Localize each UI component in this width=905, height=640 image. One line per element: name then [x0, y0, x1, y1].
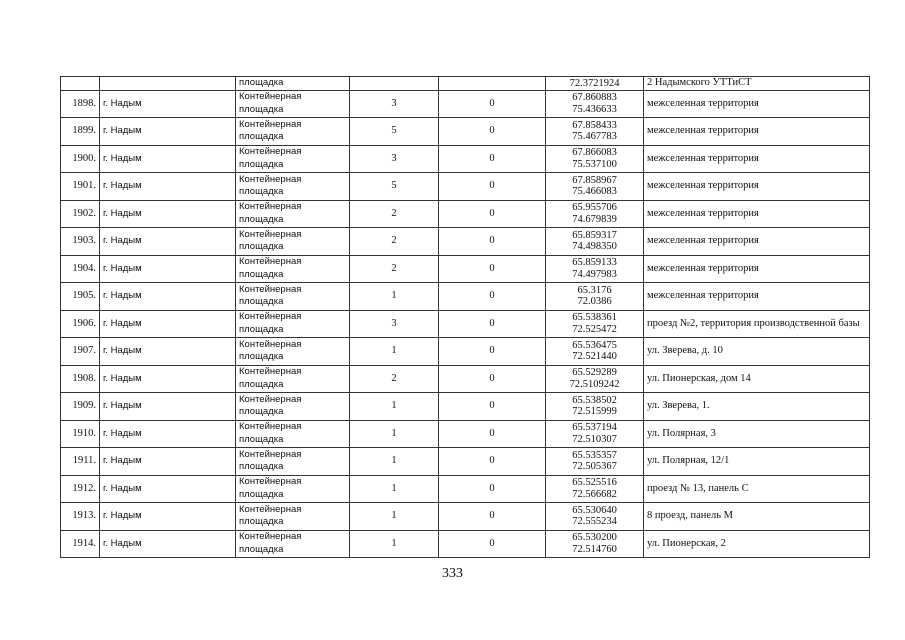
- coordinates-cell-line: 75.436633: [572, 103, 617, 115]
- table-row: [61, 255, 870, 283]
- coordinates-cell: [546, 393, 644, 421]
- page-number: 333: [442, 566, 463, 581]
- object-type-cell: [236, 448, 350, 476]
- coordinates-cell-line: 65.538502: [572, 394, 617, 406]
- object-type-cell: [236, 475, 350, 503]
- coordinates-cell: [546, 90, 644, 118]
- table-row: [61, 145, 870, 173]
- object-type-cell-line: площадка: [239, 186, 284, 198]
- object-type-cell-line: площадка: [239, 268, 284, 280]
- volume-cell: 0: [439, 503, 546, 531]
- coordinates-cell-line: 65.537194: [572, 422, 617, 434]
- container-count-cell: 1: [350, 503, 439, 531]
- coordinates-cell: [546, 530, 644, 558]
- coordinates-cell-line: 67.858433: [572, 119, 617, 131]
- container-count-cell: 2: [350, 365, 439, 393]
- volume-cell: 0: [439, 228, 546, 256]
- coordinates-cell: [546, 173, 644, 201]
- row-number: 1901.: [61, 173, 100, 201]
- container-count-cell: 2: [350, 255, 439, 283]
- row-number: 1898.: [61, 90, 100, 118]
- settlement-cell: г. Надым: [100, 283, 236, 311]
- object-type-cell-line: площадка: [239, 461, 284, 473]
- address-cell: ул. Зверева, 1.: [644, 393, 870, 421]
- settlement-cell: г. Надым: [100, 503, 236, 531]
- object-type-cell-line: площадка: [239, 351, 284, 363]
- object-type-cell: [236, 255, 350, 283]
- container-count-cell: 2: [350, 228, 439, 256]
- address-cell: ул. Полярная, 12/1: [644, 448, 870, 476]
- container-count-cell: 1: [350, 448, 439, 476]
- row-number: 1904.: [61, 255, 100, 283]
- coordinates-cell-line: 65.859317: [572, 229, 617, 241]
- volume-cell: 0: [439, 255, 546, 283]
- coordinates-cell: [546, 475, 644, 503]
- volume-cell: 0: [439, 145, 546, 173]
- coordinates-cell: [546, 145, 644, 173]
- coordinates-cell: [546, 503, 644, 531]
- volume-cell: [439, 77, 546, 91]
- settlement-cell: г. Надым: [100, 448, 236, 476]
- address-cell: межселенная территория: [644, 118, 870, 146]
- registry-table: [60, 76, 870, 558]
- container-count-cell: 1: [350, 393, 439, 421]
- object-type-cell-line: площадка: [239, 406, 284, 418]
- settlement-cell: г. Надым: [100, 90, 236, 118]
- coordinates-cell: [546, 448, 644, 476]
- table-row: [61, 475, 870, 503]
- container-count-cell: 1: [350, 283, 439, 311]
- table-row: [61, 393, 870, 421]
- object-type-cell: [236, 173, 350, 201]
- row-number: 1912.: [61, 475, 100, 503]
- object-type-cell-line: площадка: [239, 433, 284, 445]
- row-number: 1907.: [61, 338, 100, 366]
- address-cell: межселенная территория: [644, 173, 870, 201]
- address-cell: межселенная территория: [644, 283, 870, 311]
- coordinates-cell-line: 72.5109242: [569, 378, 620, 390]
- coordinates-cell: [546, 255, 644, 283]
- object-type-cell-line: Контейнерная: [239, 311, 302, 323]
- coordinates-cell: [546, 228, 644, 256]
- address-cell: межселенная территория: [644, 255, 870, 283]
- coordinates-cell-line: 72.514760: [572, 543, 617, 555]
- address-cell: ул. Зверева, д. 10: [644, 338, 870, 366]
- coordinates-cell-line: 67.860883: [572, 92, 617, 104]
- volume-cell: 0: [439, 310, 546, 338]
- coordinates-cell: [546, 365, 644, 393]
- coordinates-cell-line: 65.530200: [572, 532, 617, 544]
- coordinates-cell-line: 75.466083: [572, 186, 617, 198]
- address-cell: межселенная территория: [644, 228, 870, 256]
- coordinates-cell-line: 65.535357: [572, 449, 617, 461]
- table-row: [61, 283, 870, 311]
- coordinates-cell-line: 67.866083: [572, 147, 617, 159]
- coordinates-cell-line: 72.566682: [572, 488, 617, 500]
- coordinates-cell-line: 74.679839: [572, 213, 617, 225]
- volume-cell: 0: [439, 365, 546, 393]
- volume-cell: 0: [439, 173, 546, 201]
- row-number: 1903.: [61, 228, 100, 256]
- settlement-cell: г. Надым: [100, 118, 236, 146]
- table-row: [61, 118, 870, 146]
- coordinates-cell-line: 72.515999: [572, 406, 617, 418]
- coordinates-cell-line: 72.521440: [572, 351, 617, 363]
- settlement-cell: г. Надым: [100, 228, 236, 256]
- object-type-cell-line: Контейнерная: [239, 448, 302, 460]
- address-cell: проезд № 13, панель С: [644, 475, 870, 503]
- coordinates-cell-line: 65.538361: [572, 312, 617, 324]
- row-number: 1902.: [61, 200, 100, 228]
- row-number: 1909.: [61, 393, 100, 421]
- volume-cell: 0: [439, 338, 546, 366]
- coordinates-cell: [546, 420, 644, 448]
- volume-cell: 0: [439, 420, 546, 448]
- object-type-cell: [236, 77, 350, 91]
- object-type-cell-line: площадка: [239, 296, 284, 308]
- volume-cell: 0: [439, 475, 546, 503]
- coordinates-cell-line: 74.498350: [572, 241, 617, 253]
- row-number: 1911.: [61, 448, 100, 476]
- coordinates-cell-line: 75.537100: [572, 158, 617, 170]
- object-type-cell-line: Контейнерная: [239, 173, 302, 185]
- table-row: [61, 338, 870, 366]
- settlement-cell: г. Надым: [100, 200, 236, 228]
- coordinates-cell-line: 65.525516: [572, 477, 617, 489]
- object-type-cell-line: Контейнерная: [239, 421, 302, 433]
- table-row: [61, 310, 870, 338]
- address-cell: межселенная территория: [644, 200, 870, 228]
- settlement-cell: г. Надым: [100, 173, 236, 201]
- object-type-cell-line: площадка: [239, 131, 284, 143]
- table-body: [61, 77, 870, 558]
- object-type-cell-line: Контейнерная: [239, 476, 302, 488]
- container-count-cell: [350, 77, 439, 91]
- coordinates-cell: [546, 77, 644, 91]
- coordinates-cell-line: 72.510307: [572, 433, 617, 445]
- coordinates-cell: [546, 310, 644, 338]
- table-row: [61, 448, 870, 476]
- object-type-cell-line: площадка: [239, 241, 284, 253]
- coordinates-cell-line: 65.536475: [572, 339, 617, 351]
- object-type-cell: [236, 365, 350, 393]
- object-type-cell-line: площадка: [239, 516, 284, 528]
- row-number: 1899.: [61, 118, 100, 146]
- table-row: [61, 77, 870, 91]
- object-type-cell-line: Контейнерная: [239, 283, 302, 295]
- container-count-cell: 1: [350, 338, 439, 366]
- volume-cell: 0: [439, 200, 546, 228]
- coordinates-cell-line: 65.529289: [572, 367, 617, 379]
- coordinates-cell-line: 72.3721924: [569, 77, 620, 89]
- container-count-cell: 5: [350, 118, 439, 146]
- container-count-cell: 1: [350, 530, 439, 558]
- table-row: [61, 503, 870, 531]
- coordinates-cell-line: 72.525472: [572, 323, 617, 335]
- table-row: [61, 365, 870, 393]
- container-count-cell: 3: [350, 90, 439, 118]
- row-number: 1913.: [61, 503, 100, 531]
- settlement-cell: г. Надым: [100, 365, 236, 393]
- object-type-cell: [236, 145, 350, 173]
- coordinates-cell-line: 75.467783: [572, 131, 617, 143]
- row-number: [61, 77, 100, 91]
- coordinates-cell: [546, 338, 644, 366]
- object-type-cell: [236, 118, 350, 146]
- table-row: [61, 173, 870, 201]
- object-type-cell-line: Контейнерная: [239, 146, 302, 158]
- settlement-cell: г. Надым: [100, 255, 236, 283]
- container-count-cell: 1: [350, 475, 439, 503]
- coordinates-cell-line: 65.859133: [572, 257, 617, 269]
- object-type-cell-line: Контейнерная: [239, 366, 302, 378]
- object-type-cell-line: площадка: [239, 103, 284, 115]
- object-type-cell-line: Контейнерная: [239, 531, 302, 543]
- container-count-cell: 3: [350, 310, 439, 338]
- address-cell: ул. Пионерская, 2: [644, 530, 870, 558]
- settlement-cell: г. Надым: [100, 145, 236, 173]
- container-count-cell: 2: [350, 200, 439, 228]
- object-type-cell: [236, 393, 350, 421]
- table-row: [61, 228, 870, 256]
- coordinates-cell-line: 67.858967: [572, 174, 617, 186]
- row-number: 1905.: [61, 283, 100, 311]
- table-row: [61, 420, 870, 448]
- object-type-cell: [236, 283, 350, 311]
- settlement-cell: г. Надым: [100, 338, 236, 366]
- volume-cell: 0: [439, 283, 546, 311]
- object-type-cell-line: площадка: [239, 158, 284, 170]
- coordinates-cell-line: 72.505367: [572, 461, 617, 473]
- address-cell: 2 Надымского УТТиСТ: [644, 77, 870, 91]
- table-row: [61, 530, 870, 558]
- container-count-cell: 5: [350, 173, 439, 201]
- coordinates-cell-line: 65.3176: [577, 284, 612, 296]
- container-count-cell: 3: [350, 145, 439, 173]
- object-type-cell-line: площадка: [239, 77, 284, 88]
- object-type-cell: [236, 338, 350, 366]
- address-cell: 8 проезд, панель М: [644, 503, 870, 531]
- object-type-cell-line: площадка: [239, 323, 284, 335]
- object-type-cell: [236, 310, 350, 338]
- coordinates-cell-line: 65.955706: [572, 202, 617, 214]
- row-number: 1906.: [61, 310, 100, 338]
- address-cell: ул. Пионерская, дом 14: [644, 365, 870, 393]
- row-number: 1900.: [61, 145, 100, 173]
- volume-cell: 0: [439, 530, 546, 558]
- object-type-cell: [236, 200, 350, 228]
- settlement-cell: г. Надым: [100, 393, 236, 421]
- address-cell: ул. Полярная, 3: [644, 420, 870, 448]
- coordinates-cell: [546, 118, 644, 146]
- object-type-cell-line: площадка: [239, 213, 284, 225]
- coordinates-cell-line: 74.497983: [572, 268, 617, 280]
- table-row: [61, 200, 870, 228]
- settlement-cell: г. Надым: [100, 310, 236, 338]
- address-cell: проезд №2, территория производственной базы: [644, 310, 870, 338]
- volume-cell: 0: [439, 90, 546, 118]
- row-number: 1910.: [61, 420, 100, 448]
- object-type-cell: [236, 228, 350, 256]
- object-type-cell-line: Контейнерная: [239, 393, 302, 405]
- settlement-cell: г. Надым: [100, 530, 236, 558]
- object-type-cell-line: площадка: [239, 378, 284, 390]
- volume-cell: 0: [439, 448, 546, 476]
- row-number: 1908.: [61, 365, 100, 393]
- coordinates-cell-line: 72.555234: [572, 516, 617, 528]
- settlement-cell: г. Надым: [100, 475, 236, 503]
- address-cell: межселенная территория: [644, 90, 870, 118]
- volume-cell: 0: [439, 118, 546, 146]
- coordinates-cell-line: 72.0386: [577, 296, 612, 308]
- settlement-cell: г. Надым: [100, 420, 236, 448]
- object-type-cell-line: Контейнерная: [239, 118, 302, 130]
- object-type-cell: [236, 503, 350, 531]
- object-type-cell-line: площадка: [239, 543, 284, 555]
- row-number: 1914.: [61, 530, 100, 558]
- object-type-cell-line: Контейнерная: [239, 91, 302, 103]
- object-type-cell-line: Контейнерная: [239, 503, 302, 515]
- coordinates-cell: [546, 283, 644, 311]
- container-count-cell: 1: [350, 420, 439, 448]
- settlement-cell: [100, 77, 236, 91]
- table-row: [61, 90, 870, 118]
- coordinates-cell: [546, 200, 644, 228]
- object-type-cell: [236, 420, 350, 448]
- object-type-cell-line: Контейнерная: [239, 338, 302, 350]
- object-type-cell: [236, 90, 350, 118]
- object-type-cell-line: Контейнерная: [239, 201, 302, 213]
- object-type-cell-line: площадка: [239, 488, 284, 500]
- coordinates-cell-line: 65.530640: [572, 504, 617, 516]
- object-type-cell-line: Контейнерная: [239, 228, 302, 240]
- address-cell: межселенная территория: [644, 145, 870, 173]
- object-type-cell: [236, 530, 350, 558]
- volume-cell: 0: [439, 393, 546, 421]
- object-type-cell-line: Контейнерная: [239, 256, 302, 268]
